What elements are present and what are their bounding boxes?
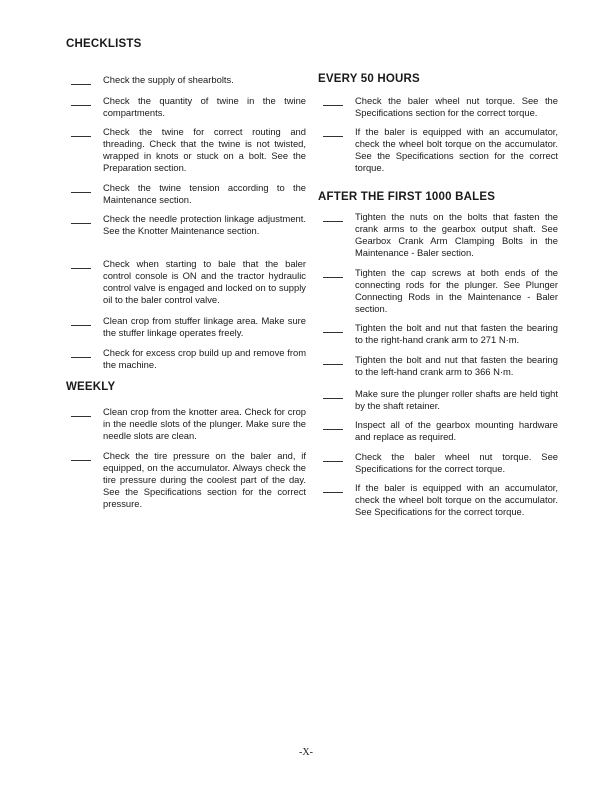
page-title: CHECKLISTS xyxy=(66,38,142,50)
checklist-item-text: Check the supply of shearbolts. xyxy=(103,74,234,85)
checklist-item-text: Tighten the bolt and nut that fasten the bearing to the left-hand crank arm to 366 N·m. xyxy=(355,354,558,378)
checklist-item-text: Tighten the nuts on the bolts that fasten the crank arms to the gearbox output shaft. See Gearbox Crank Arm Clamping Bolts in the Maintenance - Baler section. xyxy=(355,211,558,259)
section-heading-every-50-hours: EVERY 50 HOURS xyxy=(318,73,420,85)
checklist-item-text: Check the baler wheel nut torque. See the Specifications section for the correct torque. xyxy=(355,95,558,119)
section-heading-weekly: WEEKLY xyxy=(66,381,116,393)
checklist-item-text: Tighten the cap screws at both ends of the connecting rods for the plunger. See Plunger Connecting Rods in the Maintenance - Baler section. xyxy=(355,267,558,315)
checklist-item-text: Tighten the bolt and nut that fasten the bearing to the right-hand crank arm to 271 N·m. xyxy=(355,322,558,346)
checklist-item-text: Check for excess crop build up and remove from the machine. xyxy=(103,347,306,371)
checklist-item-text: If the baler is equipped with an accumulator, check the wheel bolt torque on the accumulator. See the Specifications section for the correct torque. xyxy=(355,126,558,174)
section-heading-after-first-1000-bales: AFTER THE FIRST 1000 BALES xyxy=(318,191,496,203)
checklist-item-text: Make sure the plunger roller shafts are held tight by the shaft retainer. xyxy=(355,388,558,412)
checklist-item-text: Check the twine tension according to the Maintenance section. xyxy=(103,182,306,206)
checklist-item-text: Check the baler wheel nut torque. See Specifications for the correct torque. xyxy=(355,451,558,475)
page-number: -X- xyxy=(299,747,313,758)
checklist-item-text: Inspect all of the gearbox mounting hardware and replace as required. xyxy=(355,419,558,443)
checklist-item-text: Check the twine for correct routing and threading. Check that the twine is not twisted, wrapped in knots or stuck on a bolt. See the Preparation section. xyxy=(103,126,306,174)
checklist-item-text: Check the tire pressure on the baler and, if equipped, on the accumulator. Always check the tire pressure during the coolest part of the day. See the Specifications section for the correct pressure. xyxy=(103,450,306,510)
checklist-item-text: Check the quantity of twine in the twine compartments. xyxy=(103,95,306,119)
checklist-item-text: Check the needle protection linkage adjustment. See the Knotter Maintenance section. xyxy=(103,213,306,237)
checklist-item-text: If the baler is equipped with an accumulator, check the wheel bolt torque on the accumulator. See Specifications for the correct torque. xyxy=(355,482,558,518)
checklist-item-text: Clean crop from stuffer linkage area. Make sure the stuffer linkage operates freely. xyxy=(103,315,306,339)
checklist-item-text: Clean crop from the knotter area. Check for crop in the needle slots of the plunger. Make sure the needle slots are clean. xyxy=(103,406,306,442)
checklist-item-text: Check when starting to bale that the baler control console is ON and the tractor hydraulic control valve is engaged and locked on to supply oil to the baler control valve. xyxy=(103,258,306,306)
